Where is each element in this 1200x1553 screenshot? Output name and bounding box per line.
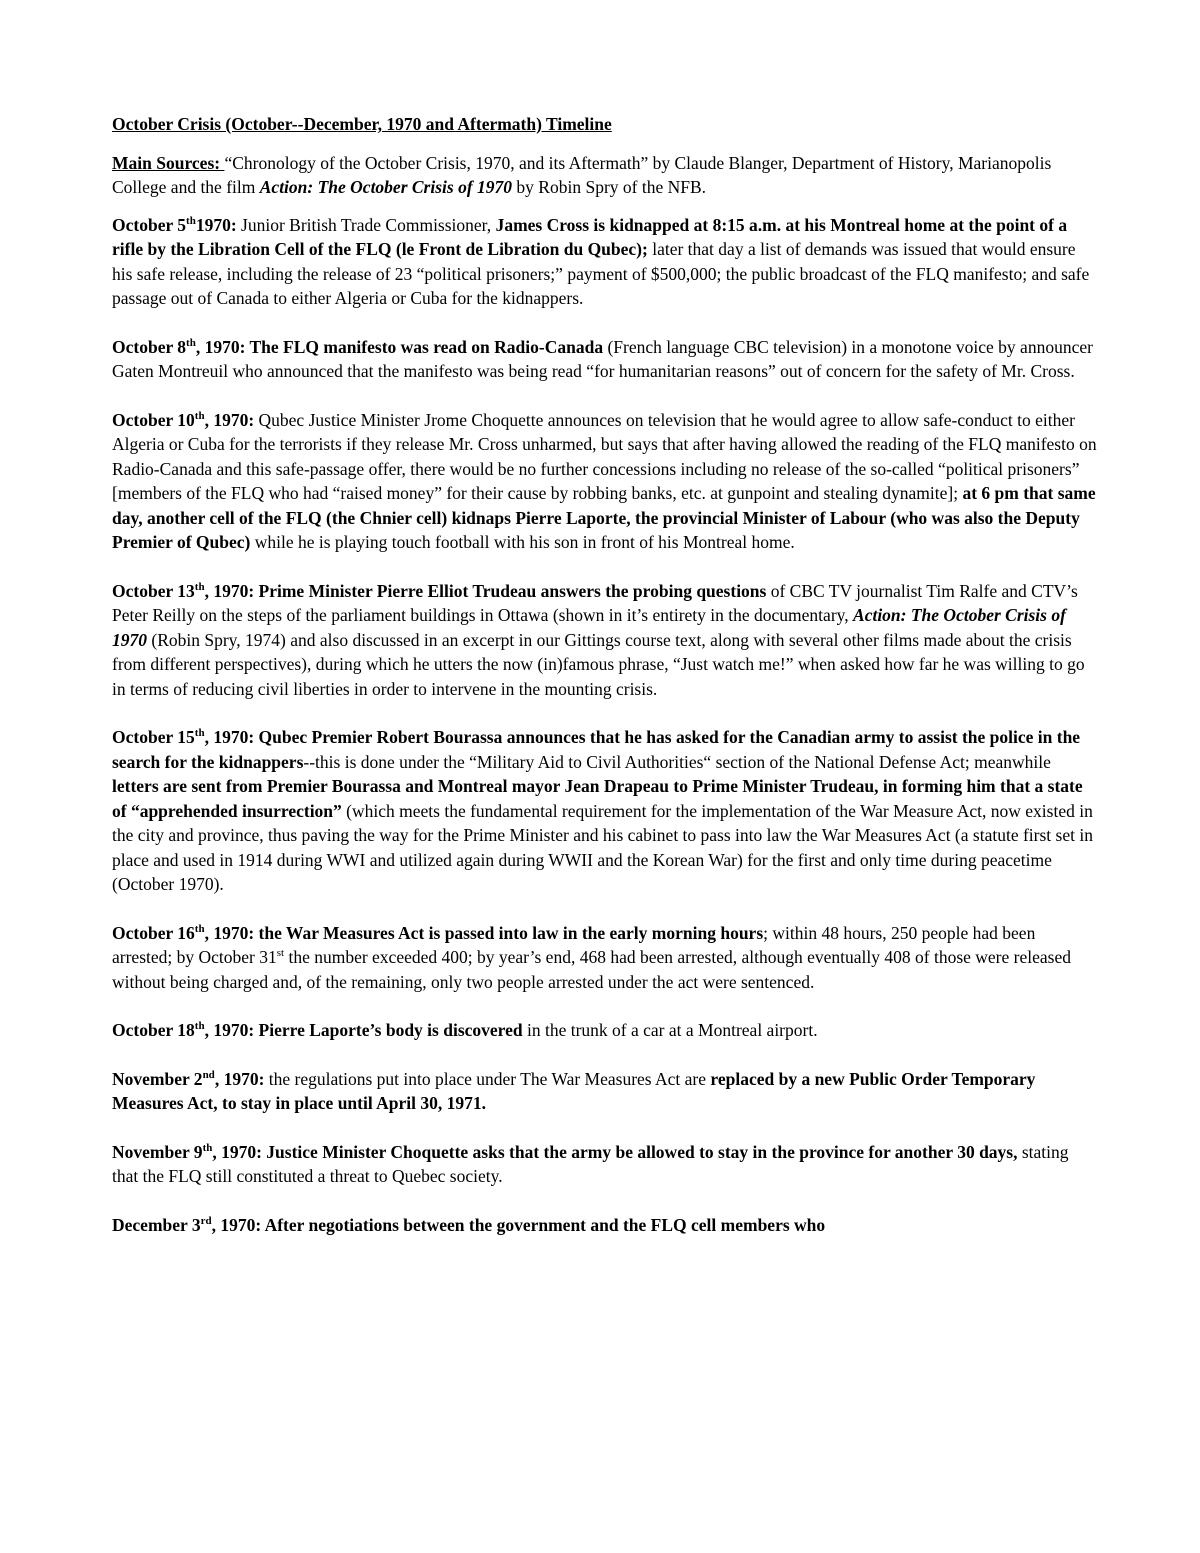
- entry-text: at 6 pm that same day, another cell of the FLQ (the Chnier cell) kidnaps Pierre Laporte, the provincial Minister of Labour (who was also the Deputy Premier of Qubec): [112, 483, 1096, 552]
- sources-label: Main Sources:: [112, 152, 225, 173]
- sources-text: “Chronology of the October Crisis, 1970, and its Aftermath” by Claude Blanger, Department of History, Marianopolis College and the film: [112, 152, 1052, 197]
- timeline-entry: [112, 213, 1098, 311]
- main-sources: [112, 151, 1098, 200]
- entry-text: Action: The October Crisis of 1970: [112, 605, 1066, 650]
- entry-text: letters are sent from Premier Bourassa and Montreal mayor Jean Drapeau to Prime Minister Trudeau, in forming him that a state of “apprehended insurrection”: [112, 776, 1083, 821]
- entry-text: the number exceeded 400; by year’s end, 468 had been arrested, although eventually 408 of those were released without being charged and, of the remaining, only two people arrested under the act were sentenced.: [112, 947, 1071, 992]
- entry-text: James Cross is kidnapped at 8:15 a.m. at his Montreal home at the point of a rifle by the Libration Cell of the FLQ (le Front de Libration du Qubec);: [112, 214, 1068, 259]
- sources-film-title: Action: The October Crisis of 1970: [259, 177, 513, 197]
- entry-date: October 16th, 1970:: [112, 922, 255, 943]
- entry-text: the regulations put into place under The War Measures Act are: [264, 1068, 711, 1089]
- timeline-entry: [112, 408, 1098, 555]
- entry-text: stating that the FLQ still constituted a threat to Quebec society.: [112, 1141, 1069, 1186]
- entry-text: the War Measures Act is passed into law in the early morning hours: [254, 922, 764, 943]
- entry-text: Prime Minister Pierre Elliot Trudeau answers the probing questions: [254, 580, 767, 601]
- entry-text: Pierre Laporte’s body is discovered: [254, 1020, 523, 1040]
- entry-date: October 8th, 1970:: [112, 336, 246, 357]
- timeline-entry: [112, 1018, 1098, 1043]
- timeline-entry: [112, 1067, 1098, 1116]
- entry-text: ; within 48 hours, 250 people had been arrested; by October 31: [112, 922, 1036, 967]
- entry-text: while he is playing touch football with his son in front of his Montreal home.: [250, 532, 795, 552]
- timeline-entry: [112, 579, 1098, 702]
- entry-text: Qubec Justice Minister Jrome Choquette announces on television that he would agree to allow safe-conduct to either Algeria or Cuba for the terrorists if they release Mr. Cross unharmed, but says that after having allowed the reading of the FLQ manifesto on Radio-Canada and this safe-passage offer, there would be no further concessions including no release of the so-called “political prisoners” [members of the FLQ who had “raised money” for their cause by robbing banks, etc. at gunpoint and stealing dynamite];: [112, 409, 1097, 503]
- entry-text: Justice Minister Choquette asks that the army be allowed to stay in the province for another 30 days,: [261, 1141, 1018, 1162]
- entry-text: replaced by a new Public Order Temporary Measures Act, to stay in place until April 30, 1971.: [112, 1068, 1036, 1113]
- entry-date: October 5th1970:: [112, 214, 237, 235]
- entry-text: The FLQ manifesto was read on Radio-Canada: [245, 336, 604, 357]
- entry-text: --this is done under the “Military Aid to Civil Authorities“ section of the National Defense Act; meanwhile: [303, 751, 1051, 772]
- timeline-entry: [112, 1213, 1098, 1238]
- timeline-entry: [112, 1140, 1098, 1189]
- entry-text: in the trunk of a car at a Montreal airport.: [522, 1020, 818, 1040]
- timeline-entry: [112, 921, 1098, 995]
- entry-text: later that day a list of demands was issued that would ensure his safe release, including the release of 23 “political prisoners;” payment of $500,000; the public broadcast of the FLQ manifesto; and safe passage out of Canada to either Algeria or Cuba for the kidnappers.: [112, 239, 1090, 308]
- entry-text: After negotiations between the government and the FLQ cell members who: [261, 1214, 826, 1235]
- timeline-entry: [112, 335, 1098, 384]
- page-title: October Crisis (October--December, 1970 and Aftermath) Timeline: [112, 114, 612, 134]
- entry-date: October 18th, 1970:: [112, 1020, 255, 1040]
- timeline-entries: [112, 213, 1098, 1238]
- entry-text: st: [276, 947, 285, 960]
- entry-text: (French language CBC television) in a monotone voice by announcer Gaten Montreuil who announced that the manifesto was being read “for humanitarian reasons” out of concern for the safety of Mr. Cross.: [112, 336, 1093, 381]
- entry-date: November 2nd, 1970:: [112, 1068, 265, 1089]
- entry-text: of CBC TV journalist Tim Ralfe and CTV’s Peter Reilly on the steps of the parliament buildings in Ottawa (shown in it’s entirety in the documentary,: [112, 580, 1078, 625]
- entry-date: October 13th, 1970:: [112, 580, 255, 601]
- timeline-entry: [112, 725, 1098, 897]
- entry-date: October 15th, 1970:: [112, 727, 255, 747]
- entry-text: (which meets the fundamental requirement for the implementation of the War Measure Act, now existed in the city and province, thus paving the way for the Prime Minister and his cabinet to pass into law the War Measures Act (a statute first set in place and used in 1914 during WWI and utilized again during WWII and the Korean War) for the first and only time during peacetime (October 1970).: [112, 800, 1093, 894]
- entry-date: October 10th, 1970:: [112, 409, 255, 430]
- entry-date: December 3rd, 1970:: [112, 1214, 262, 1235]
- entry-text: Junior British Trade Commissioner,: [236, 214, 496, 235]
- entry-text: Qubec Premier Robert Bourassa announces that he has asked for the Canadian army to assist the police in the search for the kidnappers: [112, 727, 1081, 772]
- entry-date: November 9th, 1970:: [112, 1141, 262, 1162]
- entry-text: (Robin Spry, 1974) and also discussed in an excerpt in our Gittings course text, along with several other films made about the crisis from different perspectives), during which he utters the now (in)famous phrase, “Just watch me!” when asked how far he was willing to go in terms of reducing civil liberties in order to intervene in the mounting crisis.: [112, 629, 1085, 699]
- sources-text-end: by Robin Spry of the NFB.: [512, 177, 707, 197]
